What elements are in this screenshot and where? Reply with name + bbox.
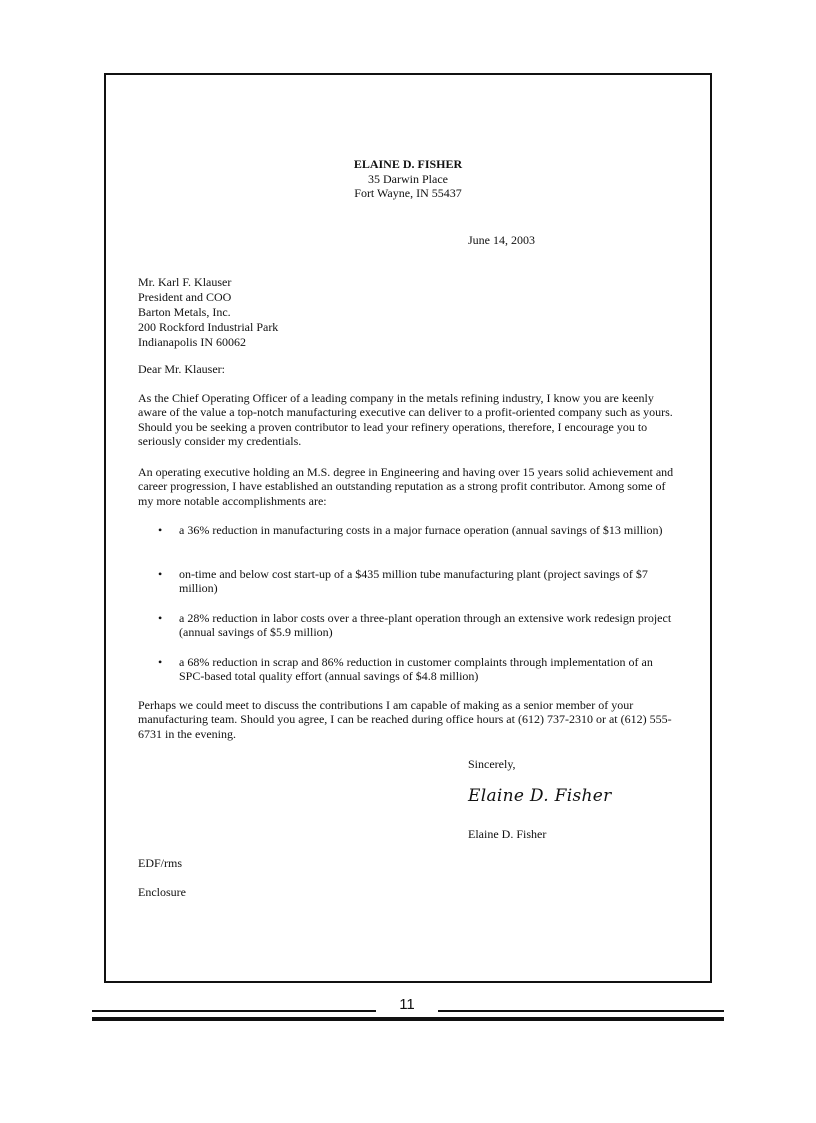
footer-rule bbox=[92, 1017, 376, 1021]
bullet-icon: • bbox=[158, 567, 163, 581]
handwritten-signature: Elaine D. Fisher bbox=[468, 786, 612, 806]
recipient-name: Mr. Karl F. Klauser bbox=[138, 275, 232, 289]
footer-rule bbox=[376, 1017, 438, 1021]
complimentary-close: Sincerely, bbox=[468, 757, 516, 771]
list-item-text: a 68% reduction in scrap and 86% reduction in customer complaints through implementation of an SPC-based total quality effort (annual savings of $4.8 million) bbox=[179, 655, 653, 684]
footer-rule bbox=[92, 1010, 376, 1012]
typed-name: Elaine D. Fisher bbox=[468, 827, 547, 841]
list-item-text: a 36% reduction in manufacturing costs in a major furnace operation (annual savings of $13 million) bbox=[179, 523, 663, 537]
list-item-text: a 28% reduction in labor costs over a three-plant operation through an extensive work redesign project (annual savings of $5.9 million) bbox=[179, 611, 672, 640]
paragraph-closing: Perhaps we could meet to discuss the contributions I am capable of making as a senior member of your manufacturing team. Should you agree, I can be reached during office hours at (612) 737-2310 or at (612) 555-6731 in the evening. bbox=[138, 698, 672, 741]
bullet-icon: • bbox=[158, 655, 163, 669]
sender-street: 35 Darwin Place bbox=[368, 171, 448, 186]
recipient-title: President and COO bbox=[138, 290, 232, 304]
page-number: 11 bbox=[399, 996, 415, 1013]
letterhead bbox=[300, 157, 516, 201]
bullet-icon: • bbox=[158, 611, 163, 625]
footer-rule bbox=[438, 1017, 724, 1021]
paragraph-qualifications: An operating executive holding an M.S. degree in Engineering and having over 15 years solid achievement and career progression, I have established an outstanding reputation as a strong profit contributor. Among some of my more notable accomplishments are: bbox=[138, 465, 674, 508]
recipient-company: Barton Metals, Inc. bbox=[138, 305, 231, 319]
reference-initials: EDF/rms bbox=[138, 856, 183, 870]
bullet-icon: • bbox=[158, 523, 163, 537]
sender-city: Fort Wayne, IN 55437 bbox=[354, 186, 462, 200]
letter-date: June 14, 2003 bbox=[468, 233, 535, 247]
footer-rule bbox=[438, 1010, 724, 1012]
salutation: Dear Mr. Klauser: bbox=[138, 362, 225, 376]
list-item-text: on-time and below cost start-up of a $435 million tube manufacturing plant (project savings of $7 million) bbox=[179, 567, 648, 596]
sender-name: ELAINE D. FISHER bbox=[353, 157, 463, 171]
recipient-street: 200 Rockford Industrial Park bbox=[138, 320, 279, 334]
paragraph-intro: As the Chief Operating Officer of a leading company in the metals refining industry, I know you are keenly aware of the value a top-notch manufacturing executive can deliver to a profit-oriented company such as yours. Should you be seeking a proven contributor to lead your refinery operations, therefore, I encourage you to seriously consider my credentials. bbox=[138, 391, 673, 449]
recipient-city: Indianapolis IN 60062 bbox=[138, 335, 246, 349]
recipient-address bbox=[138, 275, 278, 350]
enclosure-notation: Enclosure bbox=[138, 885, 186, 899]
